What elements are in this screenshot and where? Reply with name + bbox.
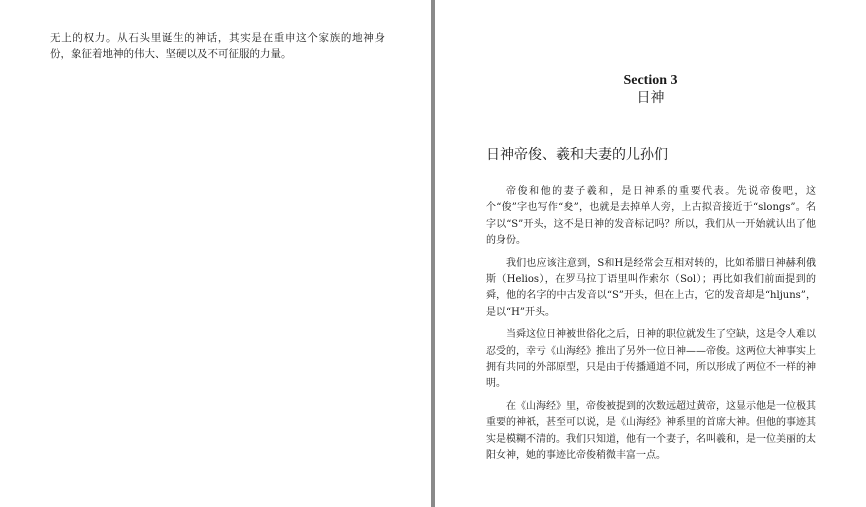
left-page <box>0 0 431 507</box>
left-page-text: 无上的权力。从石头里诞生的神话，其实是在重申这个家族的地神身份，象征着地神的伟大、坚硬以及不可征服的力量。 <box>50 32 385 60</box>
paragraph: 帝俊和他的妻子羲和，是日神系的重要代表。先说帝俊吧，这个“俊”字也写作“夋”，也就是去掉单人旁，上古拟音接近于“slongs”。名字以“S”开头，这不是日神的发音标记吗？所以，我们从一开始就认出了他的身份。 <box>486 186 816 247</box>
right-page <box>435 0 866 507</box>
section-name: 日神 <box>636 90 665 106</box>
section-number: Section 3 <box>623 73 678 88</box>
paragraph: 在《山海经》里，帝俊被提到的次数远超过黄帝，这显示他是一位极其重要的神祇，甚至可以说，是《山海经》神系里的首席大神。但他的事迹其实是模糊不清的。我们只知道，他有一个妻子，名叫羲和，是一位美丽的太阳女神，她的事迹比帝俊稍微丰富一点。 <box>486 400 816 462</box>
paragraph: 当舜这位日神被世俗化之后，日神的职位就发生了空缺，这是令人难以忍受的，幸亏《山海经》推出了另外一位日神——帝俊。这两位大神事实上拥有共同的外部原型，只是由于传播通道不同，所以形成了两位不一样的神明。 <box>486 329 816 390</box>
chapter-title: 日神帝俊、羲和夫妻的儿孙们 <box>486 147 668 163</box>
section-header <box>435 72 866 107</box>
body-text <box>486 184 816 471</box>
paragraph: 我们也应该注意到，S和H是经常会互相对转的，比如希腊日神赫利俄斯（Helios），在罗马拉丁语里叫作索尔（Sol）；再比如我们前面提到的舜，他的名字的中古发音以“S”开头，但在上古，它的发音却是“hljuns”，是以“H”开头。 <box>486 257 816 318</box>
